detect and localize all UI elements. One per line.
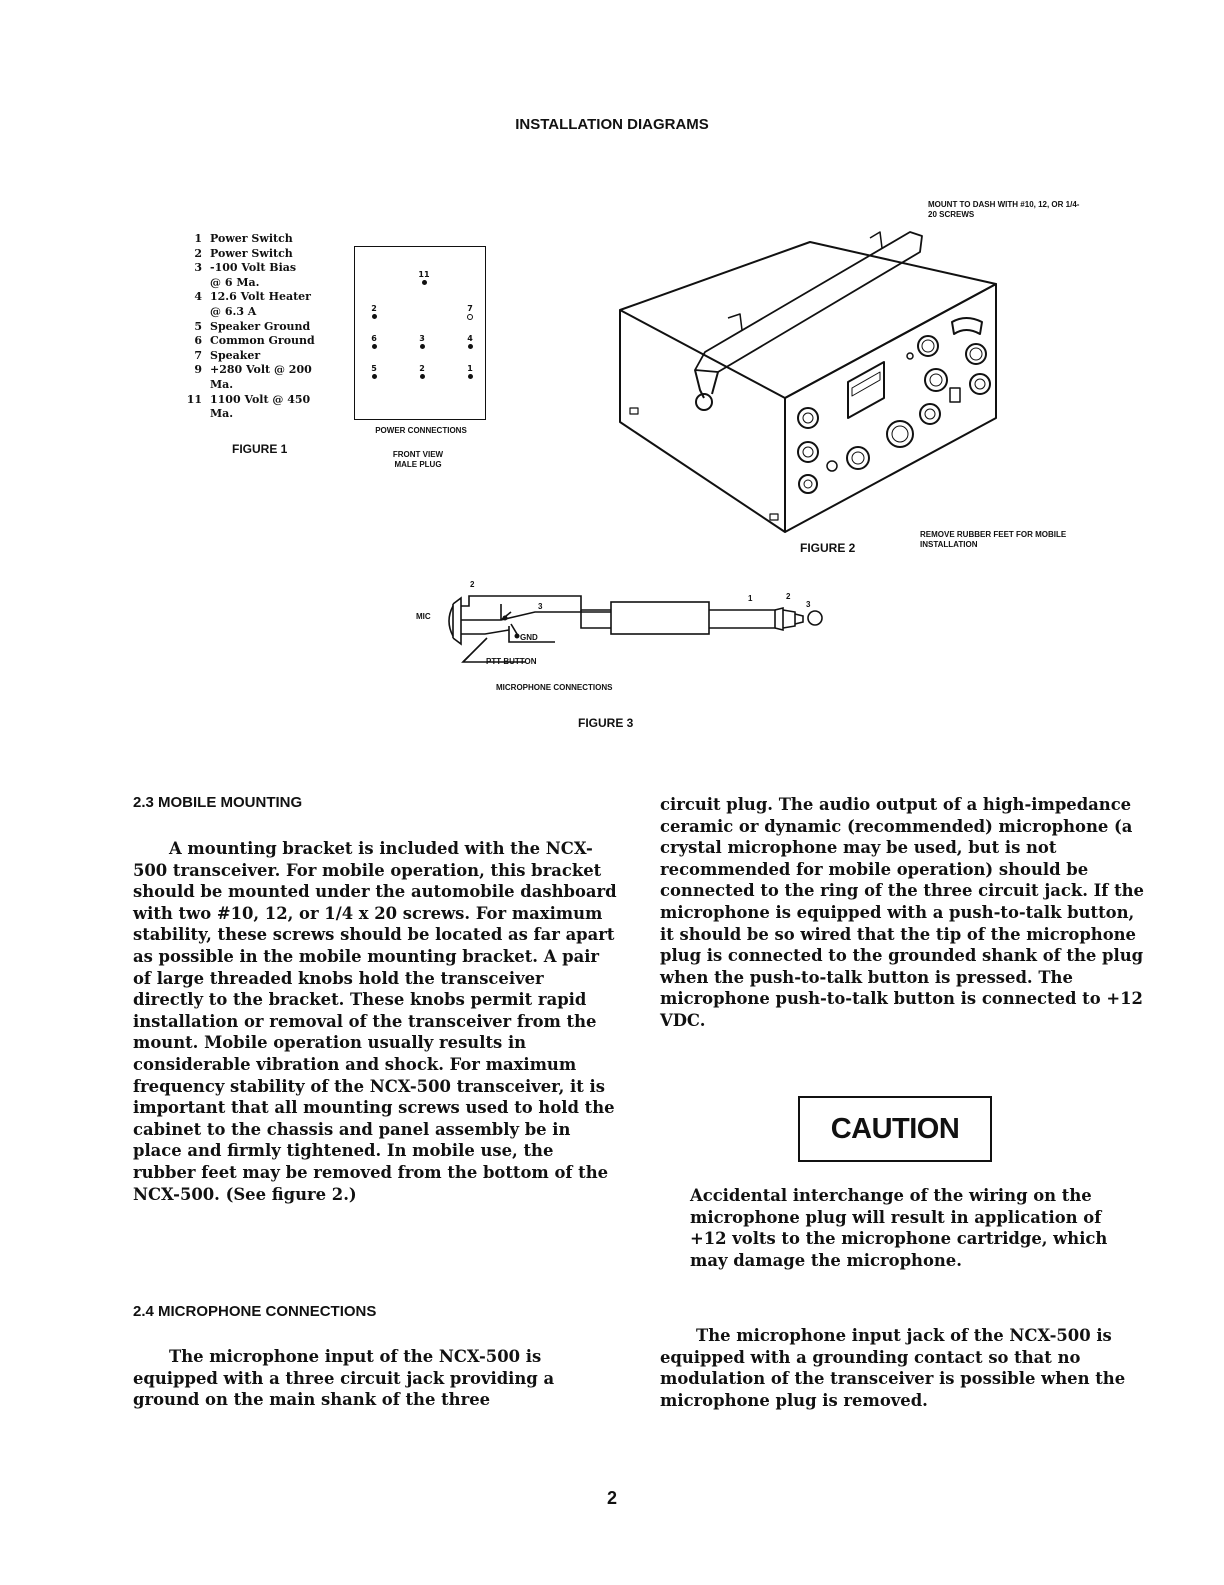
caution-text: Accidental interchange of the wiring on the microphone plug will result in application of +12 volts to the microphone cartridge, which may damage the microphone. <box>690 1186 1108 1270</box>
pin: 1 <box>463 365 477 379</box>
mic-connections-label: MICROPHONE CONNECTIONS <box>496 683 613 692</box>
section-2-4-body: The microphone input of the NCX-500 is equipped with a three circuit jack providing a ground on the main shank of the three <box>133 1347 555 1410</box>
section-2-3-heading: 2.3 MOBILE MOUNTING <box>133 794 303 811</box>
plug-label-3: 3 <box>806 600 811 609</box>
pin: 5 <box>367 365 381 379</box>
microphone-wiring-diagram <box>405 576 835 676</box>
power-plug-pin-diagram <box>354 246 486 420</box>
caution-box <box>798 1096 992 1162</box>
ptt-label: PTT BUTTON <box>486 657 537 666</box>
pin: 3 <box>415 335 429 349</box>
mic-label: MIC <box>416 612 431 621</box>
plug-label-1: 1 <box>748 594 753 603</box>
caution-title: CAUTION <box>830 1112 960 1145</box>
bracket <box>695 232 922 372</box>
figure1-caption: FIGURE 1 <box>232 442 288 456</box>
plug-label-2: 2 <box>786 592 791 601</box>
legend-item: 3 -100 Volt Bias @ 6 Ma. <box>194 261 297 289</box>
legend-item: 7 Speaker <box>194 348 261 362</box>
front-view-label: FRONT VIEW MALE PLUG <box>392 450 444 469</box>
left-face <box>620 310 785 532</box>
pin: 11 <box>417 271 431 285</box>
legend-item: 4 12.6 Volt Heater @ 6.3 A <box>194 290 311 318</box>
legend-item: 2 Power Switch <box>194 246 293 260</box>
figure1-legend <box>180 232 340 422</box>
legend-item: 1 Power Switch <box>194 232 293 245</box>
mount-note: MOUNT TO DASH WITH #10, 12, OR 1/4-20 SCREWS <box>928 200 1080 219</box>
transceiver-drawing <box>600 222 1010 552</box>
rubber-feet-note: REMOVE RUBBER FEET FOR MOBILE INSTALLATION <box>920 530 1067 549</box>
page-title: INSTALLATION DIAGRAMS <box>515 116 709 133</box>
legend-item: 11 1100 Volt @ 450 Ma. <box>186 392 311 421</box>
right-column-para1: circuit plug. The audio output of a high-impedance ceramic or dynamic (recommended) microphone (a crystal microphone may be used, but is not recommended for mobile operation) should be connected to the ring of the three circuit jack. If the microphone is equipped with a push-to-talk button, it should be so wired that the tip of the microphone plug is connected to the grounded shank of the plug when the push-to-talk button is pressed. The microphone push-to-talk button is connected to +12 VDC. <box>660 795 1144 1030</box>
legend-item: 9 +280 Volt @ 200 Ma. <box>194 363 312 391</box>
section-2-4-heading: 2.4 MICROPHONE CONNECTIONS <box>133 1303 377 1320</box>
pin: 6 <box>367 335 381 349</box>
section-2-3-body: A mounting bracket is included with the NCX-500 transceiver. For mobile operation, this bracket should be mounted under the automobile dashboard with two #10, 12, or 1/4 x 20 screws. For maximum stability, these screws should be located as far apart as possible in the mobile mounting bracket. A pair of large threaded knobs hold the transceiver directly to the bracket. These knobs permit rapid installation or removal of the transceiver from the mount. Mobile operation usually results in considerable vibration and shock. For maximum frequency stability of the NCX-500 transceiver, it is important that all mounting screws used to hold the cabinet to the chassis and panel assembly be in place and firmly tightened. In mobile use, the rubber feet may be removed from the bottom of the NCX-500. (See figure 2.) <box>133 839 617 1204</box>
right-column-para2: The microphone input jack of the NCX-500 is equipped with a grounding contact so that no modulation of the transceiver is possible when the microphone plug is removed. <box>660 1326 1126 1410</box>
front-face <box>785 284 996 532</box>
figure3-caption: FIGURE 3 <box>578 716 634 730</box>
wire-label-2: 2 <box>470 580 475 589</box>
gnd-label: GND <box>520 633 538 642</box>
legend-item: 5 Speaker Ground <box>194 319 311 333</box>
power-connections-label: POWER CONNECTIONS <box>375 426 467 435</box>
legend-item: 6 Common Ground <box>194 334 315 348</box>
page-number: 2 <box>606 1488 617 1508</box>
pin: 2 <box>415 365 429 379</box>
pin: 2 <box>367 305 381 319</box>
wire-label-3: 3 <box>538 602 543 611</box>
pin: 4 <box>463 335 477 349</box>
figure2-caption: FIGURE 2 <box>800 541 856 555</box>
pin: 7 <box>463 305 477 320</box>
